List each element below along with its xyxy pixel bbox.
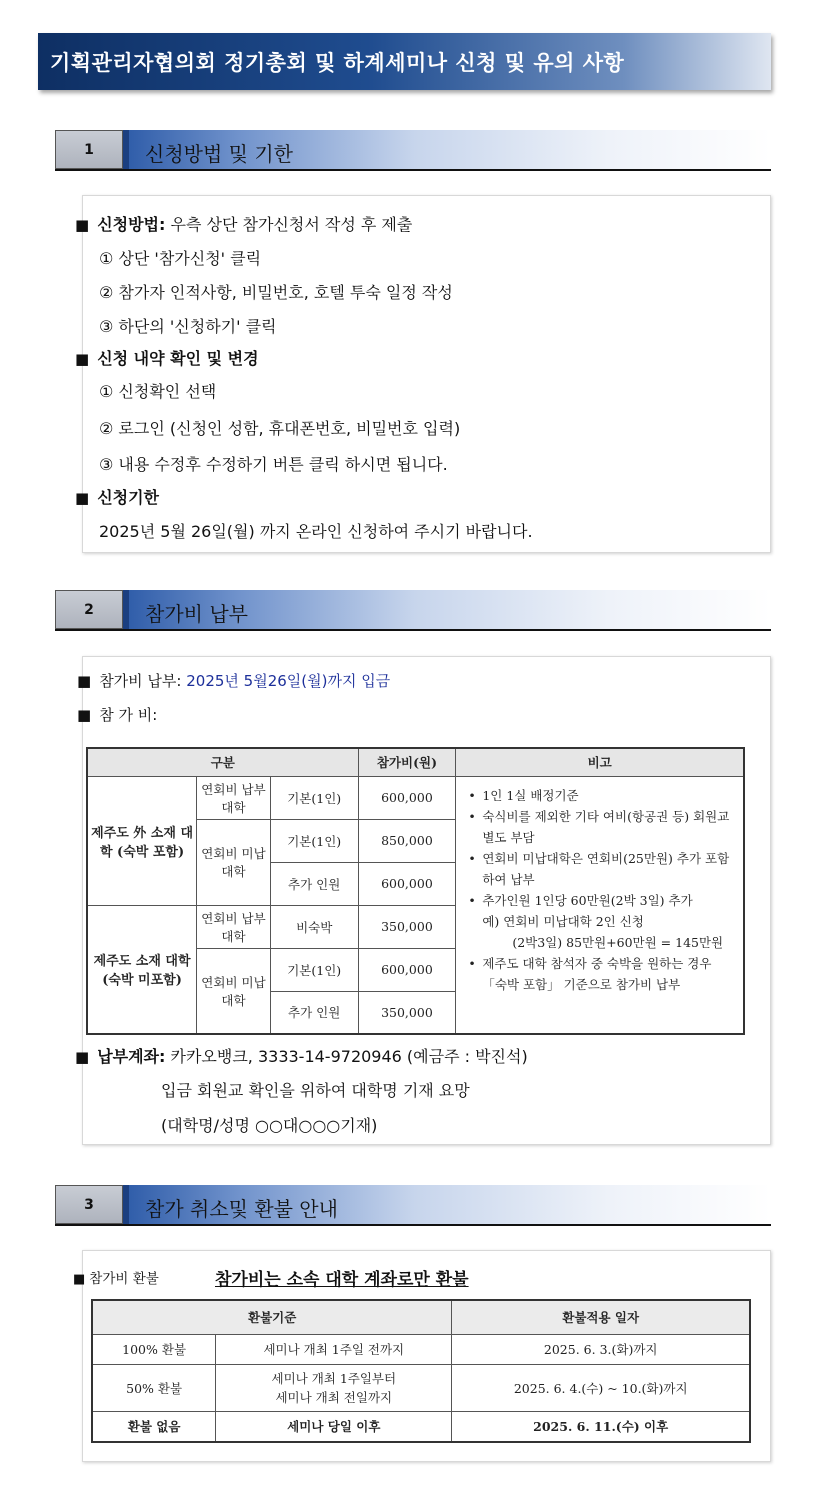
page-title: 기획관리자협의회 정기총회 및 하계세미나 신청 및 유의 사항 [50,51,625,75]
header-criteria: 환불기준 [92,1300,452,1334]
row-fee: 350,000 [358,905,456,948]
confirm-step: ① 신청확인 선택 [99,382,217,401]
title-banner [38,33,771,90]
fee-notes [456,776,744,1034]
refund-rate: 100% 환불 [92,1334,216,1364]
row-fee: 600,000 [358,862,456,905]
method-line [75,212,412,235]
note-item: • 1인 1실 배정기준 [468,785,735,806]
account-line [75,1044,528,1067]
refund-date: 2025. 6. 4.(수) ~ 10.(화)까지 [452,1364,750,1411]
payment-label: 참가비 납부: [99,672,182,690]
row-fee: 600,000 [358,948,456,991]
section-2-bar [123,590,771,629]
section-1-title: 신청방법 및 기한 [145,142,293,166]
row-fee: 850,000 [358,819,456,862]
row-type: 기본(1인) [270,776,358,819]
method-label: 신청방법: [97,215,166,234]
refund-rate: 50% 환불 [92,1364,216,1411]
square-bullet-icon: ■ [77,706,92,724]
refund-criteria: 세미나 개최 1주일 전까지 [216,1334,452,1364]
note-item: (2박3일) 85만원+60만원 = 145만원 [512,934,724,950]
header-fee: 참가비(원) [358,748,456,776]
unpaid-label: 연회비 미납대학 [197,819,271,905]
payment-line [77,670,390,691]
method-step: ③ 하단의 '신청하기' 클릭 [99,317,277,336]
square-bullet-icon: ■ [75,1048,90,1066]
row-fee: 600,000 [358,776,456,819]
section-3-header [55,1185,771,1226]
refund-date: 2025. 6. 3.(화)까지 [452,1334,750,1364]
account-label: 납부계좌: [97,1047,166,1066]
confirm-step: ② 로그인 (신청인 성함, 휴대폰번호, 비밀번호 입력) [99,419,461,438]
deadline-label: 신청기한 [97,488,160,507]
fee-label: 참 가 비: [99,706,158,724]
group-label: 제주도 外 소재 대학 (숙박 포함) [87,776,197,905]
section-2-header [55,590,771,631]
section-1-header [55,130,771,171]
deadline-text: 2025년 5월 26일(월) 까지 온라인 신청하여 주시기 바랍니다. [99,522,533,541]
row-fee: 350,000 [358,991,456,1034]
confirm-label: 신청 내약 확인 및 변경 [97,349,259,368]
fee-table [86,747,745,1035]
refund-rate: 환불 없음 [92,1411,216,1442]
account-note: (대학명/성명 ○○대○○○기재) [161,1116,378,1135]
row-type: 기본(1인) [270,948,358,991]
refund-headline: 참가비는 소속 대학 계좌로만 환불 [215,1270,469,1290]
refund-criteria: 세미나 당일 이후 [216,1411,452,1442]
note-item: • 연회비 미납대학은 연회비(25만원) 추가 포함하여 납부 [468,848,735,890]
square-bullet-icon: ■ [75,350,90,368]
square-bullet-icon: ■ [73,1272,86,1287]
section-3-title: 참가 취소및 환불 안내 [145,1197,338,1221]
row-type: 추가 인원 [270,991,358,1034]
square-bullet-icon: ■ [75,489,90,507]
section-2-box [75,656,771,1145]
payment-deadline: 2025년 5월26일(월)까지 입금 [186,672,391,690]
header-notes: 비고 [456,748,744,776]
section-3-box [73,1250,771,1462]
table-row [92,1334,750,1364]
note-item: • 제주도 대학 참석자 중 숙박을 원하는 경우 「숙박 포함」 기준으로 참가비 납부 [468,953,735,995]
section-2-title: 참가비 납부 [145,602,248,626]
row-type: 추가 인원 [270,862,358,905]
fee-line [77,704,157,725]
paid-label: 연회비 납부대학 [197,905,271,948]
header-date: 환불적용 일자 [452,1300,750,1334]
section-3-number: 3 [55,1185,123,1224]
refund-label: 참가비 환불 [89,1271,159,1287]
row-type: 기본(1인) [270,819,358,862]
refund-date: 2025. 6. 11.(수) 이후 [452,1411,750,1442]
confirm-step: ③ 내용 수정후 수정하기 버튼 클릭 하시면 됩니다. [99,455,448,474]
method-step: ① 상단 '참가신청' 클릭 [99,249,262,268]
square-bullet-icon: ■ [75,216,90,234]
table-row [87,776,744,819]
table-header-row [87,748,744,776]
deadline-line [75,485,159,508]
section-1-number: 1 [55,130,123,169]
note-item: 예) 연회비 미납대학 2인 신청 [482,913,644,929]
square-bullet-icon: ■ [77,672,92,690]
account-text: 카카오뱅크, 3333-14-9720946 (예금주 : 박진석) [165,1047,528,1066]
section-3-bar [123,1185,771,1224]
row-type: 비숙박 [270,905,358,948]
section-1-bar [123,130,771,169]
table-header-row [92,1300,750,1334]
table-row [92,1411,750,1442]
method-text: 우측 상단 참가신청서 작성 후 제출 [165,215,413,234]
group-label: 제주도 소재 대학 (숙박 미포함) [87,905,197,1034]
unpaid-label: 연회비 미납대학 [197,948,271,1034]
section-2-number: 2 [55,590,123,629]
paid-label: 연회비 납부대학 [197,776,271,819]
confirm-line [75,346,259,369]
refund-criteria: 세미나 개최 1주일부터 세미나 개최 전일까지 [216,1364,452,1411]
method-step: ② 참가자 인적사항, 비밀번호, 호텔 투숙 일정 작성 [99,283,453,302]
refund-table [91,1299,751,1443]
account-note: 입금 회원교 확인을 위하여 대학명 기재 요망 [161,1081,470,1100]
note-item: • 숙식비를 제외한 기타 여비(항공권 등) 회원교 별도 부담 [468,806,735,848]
note-item: • 추가인원 1인당 60만원(2박 3일) 추가 [468,890,735,911]
table-row [92,1364,750,1411]
header-category: 구분 [87,748,358,776]
section-1-box [75,195,771,553]
refund-label-line [73,1267,159,1287]
